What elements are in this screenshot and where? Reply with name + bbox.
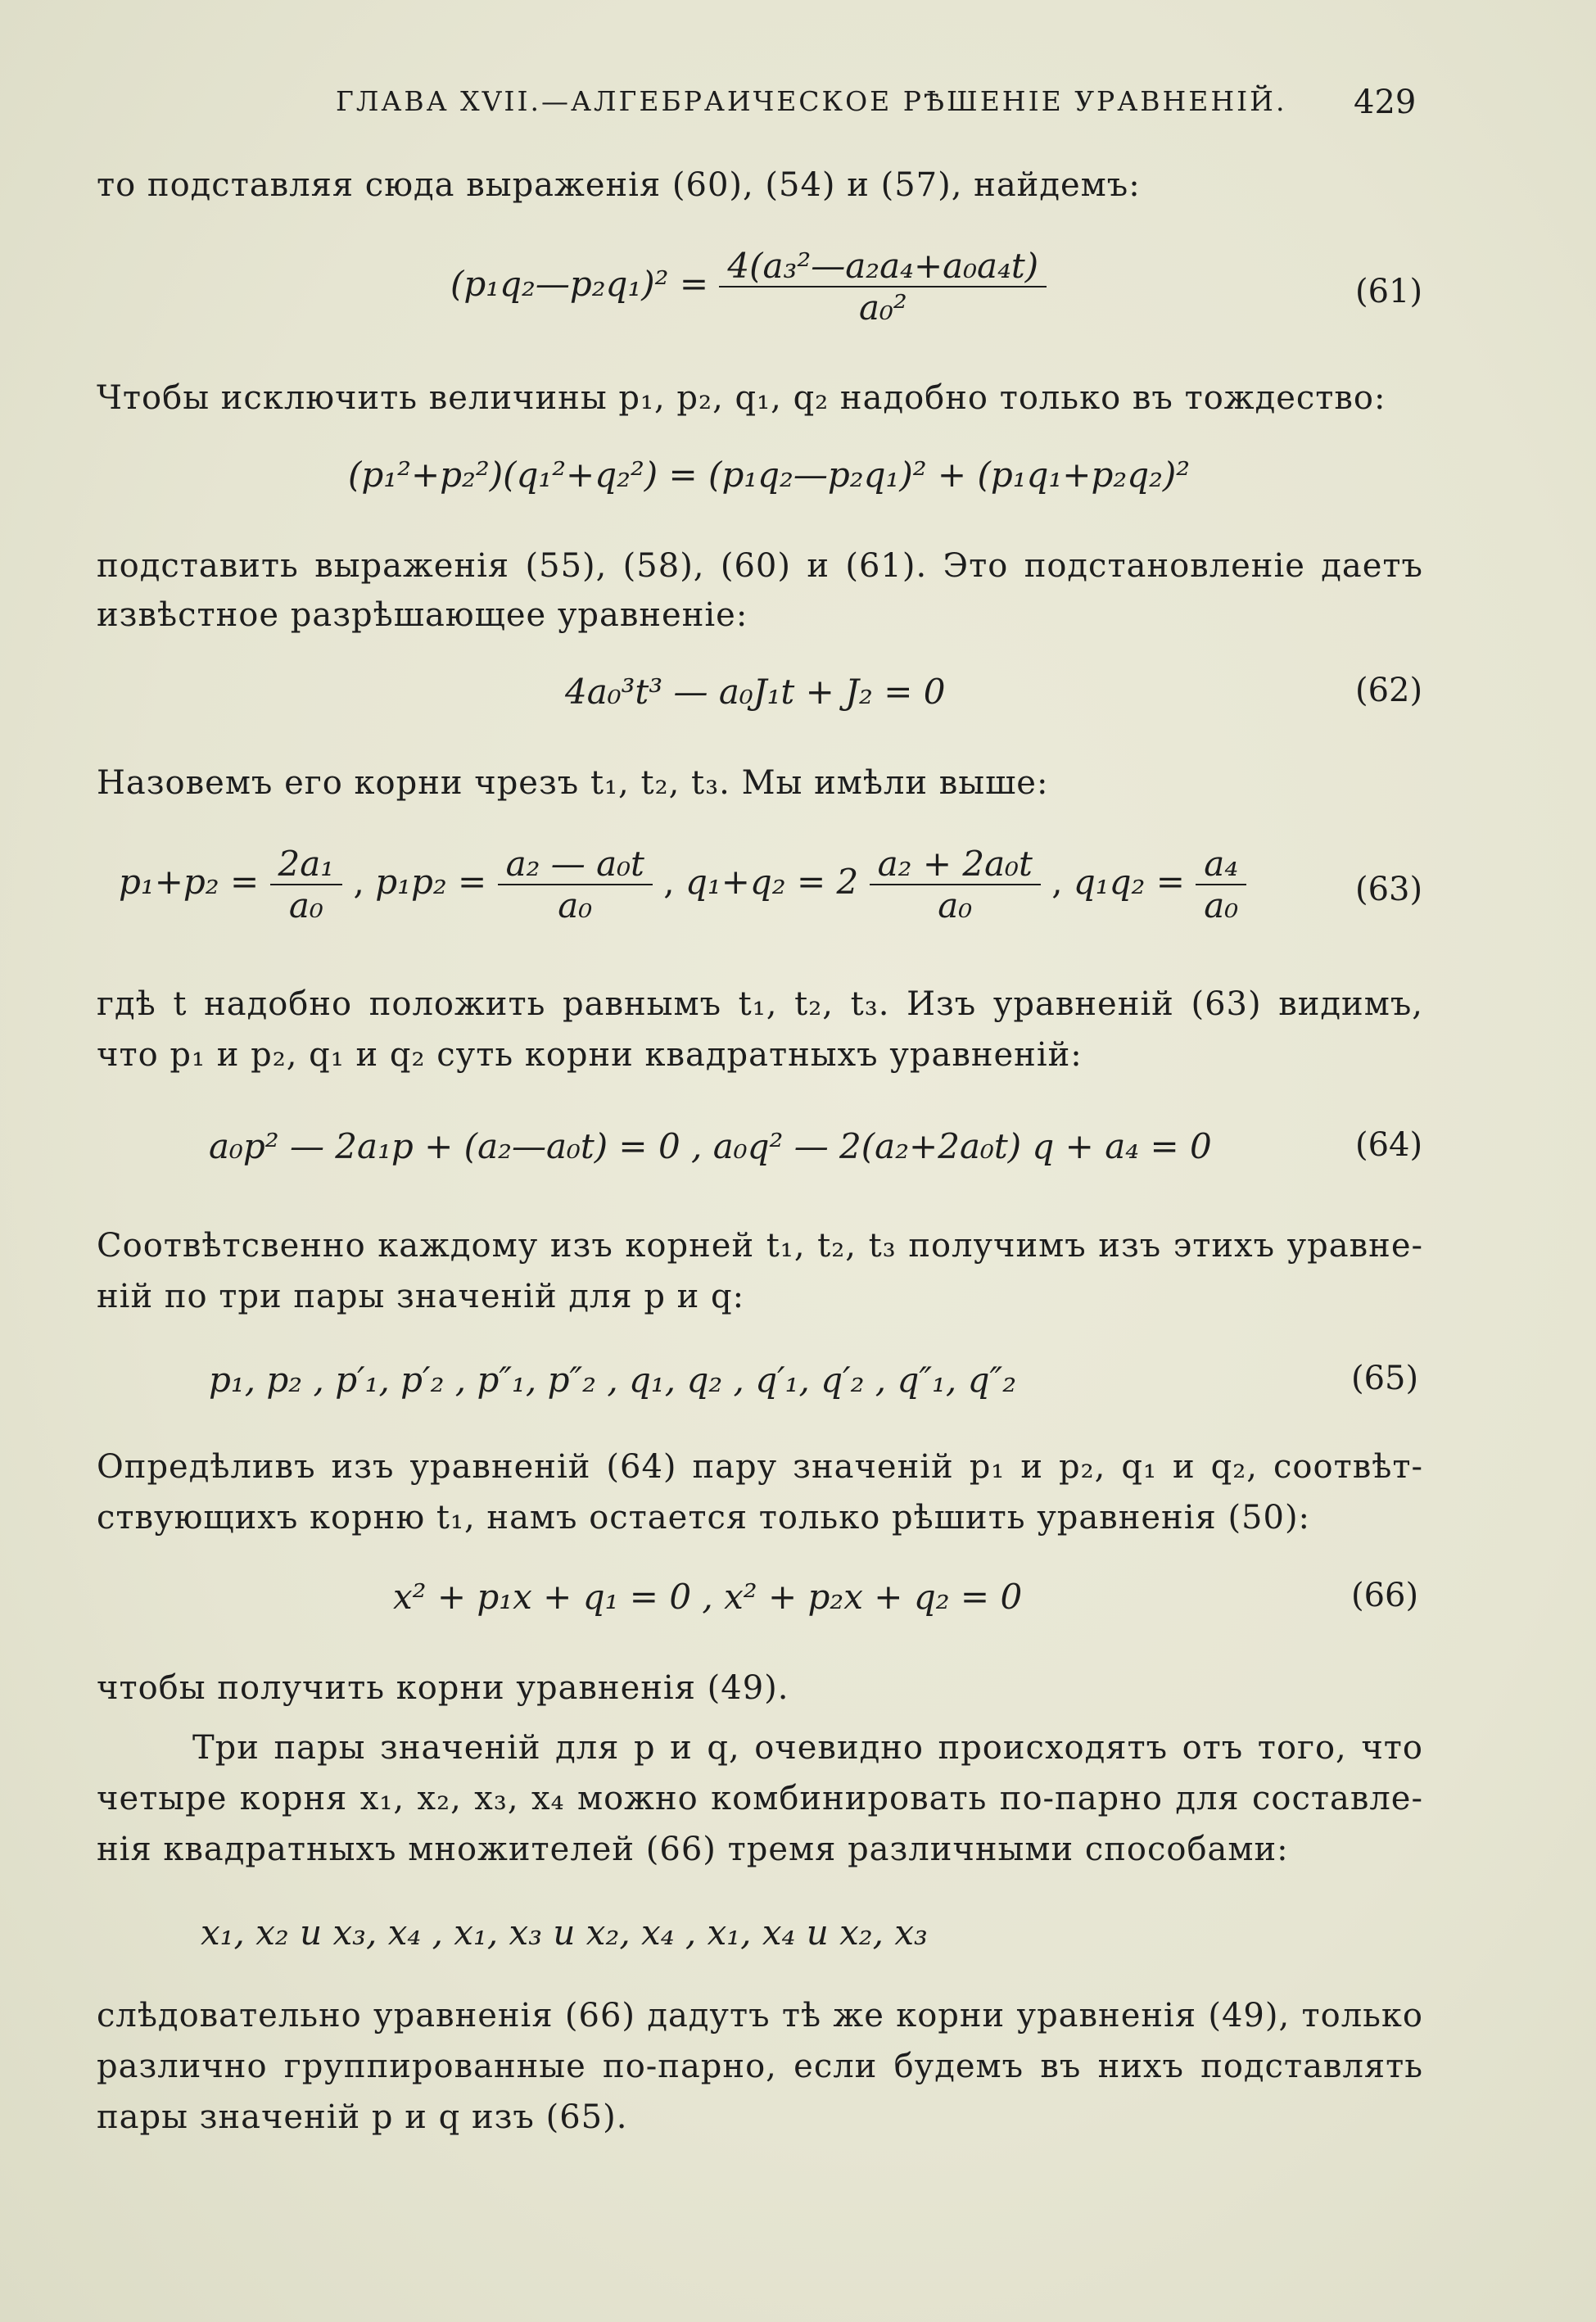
paragraph: Три пары значеній для p и q, очевидно происходятъ отъ того, что: [192, 1729, 1423, 1767]
fraction: [270, 844, 343, 926]
page-number: 429: [1354, 84, 1417, 121]
paragraph: то подставляя сюда выраженія (60), (54) и (57), найдемъ:: [97, 166, 1141, 204]
paragraph: Назовемъ его корни чрезъ t₁, t₂, t₃. Мы имѣли выше:: [97, 764, 1049, 802]
fraction: [498, 844, 653, 926]
numerator: a₄: [1204, 844, 1239, 884]
denominator: a₀: [270, 884, 343, 926]
equation-lhs: (p₁q₂—p₂q₁)² =: [450, 264, 709, 304]
paragraph: Соотвѣтсвенно каждому изъ корней t₁, t₂, t₃ получимъ изъ этихъ уравне-: [97, 1227, 1423, 1265]
equation-number: (62): [1355, 672, 1423, 709]
equation-lhs: q₁q₂ =: [1073, 862, 1185, 902]
paragraph: различно группированные по-парно, если будемъ въ нихъ подставлять: [97, 2048, 1423, 2085]
equation-64: a₀p² — 2a₁p + (a₂—a₀t) = 0 , a₀q² — 2(a₂+2a₀t) q + a₄ = 0: [209, 1126, 1212, 1166]
equation-number: (66): [1351, 1577, 1419, 1614]
equation-62: 4a₀³t³ — a₀J₁t + J₂ = 0: [565, 672, 946, 712]
paragraph: подставить выраженія (55), (58), (60) и (61). Это подстановленіе даетъ: [97, 547, 1423, 585]
paragraph: слѣдовательно уравненія (66) дадутъ тѣ же корни уравненія (49), только: [97, 1997, 1423, 2035]
numerator: a₂ — a₀t: [505, 844, 644, 884]
equation-lhs: q₁+q₂ = 2: [685, 862, 859, 902]
equation-65: p₁, p₂ , p′₁, p′₂ , p″₁, p″₂ , q₁, q₂ , q′₁, q′₂ , q″₁, q″₂: [209, 1360, 1017, 1400]
root-pairs: x₁, x₂ и x₃, x₄ , x₁, x₃ и x₂, x₄ , x₁, x₄ и x₂, x₃: [201, 1912, 928, 1953]
paragraph: нія квадратныхъ множителей (66) тремя различными способами:: [97, 1831, 1289, 1868]
fraction: [719, 246, 1047, 328]
equation-lhs: p₁p₂ =: [375, 862, 487, 902]
paragraph: чтобы получить корни уравненія (49).: [97, 1669, 789, 1707]
paragraph: четыре корня x₁, x₂, x₃, x₄ можно комбинировать по-парно для составле-: [97, 1780, 1423, 1817]
equation-lhs: p₁+p₂ =: [119, 862, 260, 902]
paragraph: ній по три пары значеній для p и q:: [97, 1278, 745, 1315]
denominator: a₀: [1196, 884, 1246, 926]
fraction: [870, 844, 1041, 926]
fraction: [1196, 844, 1246, 926]
paragraph: Опредѣливъ изъ уравненій (64) пару значеній p₁ и p₂, q₁ и q₂, соотвѣт-: [97, 1448, 1423, 1486]
equation-66: x² + p₁x + q₁ = 0 , x² + p₂x + q₂ = 0: [393, 1577, 1023, 1617]
numerator: 4(a₃²—a₂a₄+a₀a₄t): [727, 246, 1039, 286]
paragraph: что p₁ и p₂, q₁ и q₂ суть корни квадратныхъ уравненій:: [97, 1036, 1083, 1074]
running-header: ГЛАВА XVII.—АЛГЕБРАИЧЕСКОЕ РѢШЕНІЕ УРАВНЕНІЙ.: [336, 85, 1287, 117]
equation-63: p₁+p₂ = $\frac{\text{2a₁}}{\text{a₀}}$ , p₁p₂ = $\frac{\text{a₂ — a₀t}}{\text{a₀}}$ , q₁+q₂ = 2 $\frac{\text{a₂ + 2a₀t}}{\text{a₀}}$ , q₁q₂ = $\frac{\text{a₄}}{\text{a₀}}$: [119, 844, 1246, 926]
equation-number: (63): [1355, 871, 1423, 908]
denominator: a₀²: [719, 286, 1047, 328]
denominator: a₀: [498, 884, 653, 926]
equation-number: (61): [1355, 273, 1423, 310]
numerator: a₂ + 2a₀t: [877, 844, 1033, 884]
numerator: 2a₁: [278, 844, 335, 884]
paragraph: извѣстное разрѣшающее уравненіе:: [97, 596, 748, 634]
paragraph: пары значеній p и q изъ (65).: [97, 2098, 628, 2136]
denominator: a₀: [870, 884, 1041, 926]
identity-equation: (p₁²+p₂²)(q₁²+q₂²) = (p₁q₂—p₂q₁)² + (p₁q₁+p₂q₂)²: [348, 455, 1191, 495]
equation-number: (64): [1355, 1126, 1423, 1164]
paragraph: гдѣ t надобно положить равнымъ t₁, t₂, t₃. Изъ уравненій (63) видимъ,: [97, 985, 1423, 1023]
equation-number: (65): [1351, 1360, 1419, 1397]
paragraph: ствующихъ корню t₁, намъ остается только рѣшить уравненія (50):: [97, 1499, 1311, 1537]
paragraph: Чтобы исключить величины p₁, p₂, q₁, q₂ надобно только въ тождество:: [97, 379, 1386, 417]
equation-61: [450, 246, 1047, 328]
